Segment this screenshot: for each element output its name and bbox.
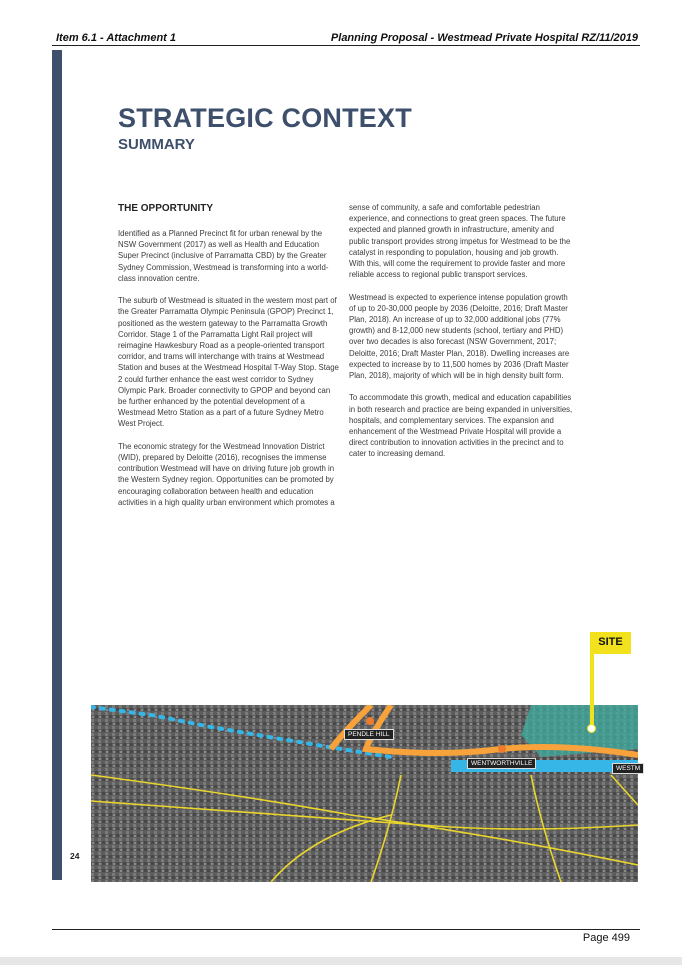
paragraph: To accommodate this growth, medical and education capabilities in both research and practice are being expanded in universities, hospitals, and complementary services. The expansion and enhancement of the Westmead Private Hospital will provide a direct contribution to innovation activities in the precinct and to cater to increasing demand. bbox=[349, 393, 573, 459]
page-bottom-edge bbox=[0, 957, 682, 965]
header-document-title: Planning Proposal - Westmead Private Hospital RZ/11/2019 bbox=[330, 32, 638, 44]
section-heading: THE OPPORTUNITY bbox=[118, 203, 214, 214]
header-divider bbox=[52, 45, 640, 46]
printed-page-number: 24 bbox=[70, 851, 80, 861]
footer-page-number: Page 499 bbox=[582, 932, 630, 944]
paragraph: Westmead is expected to experience intense population growth of up to 20-30,000 people by 2036 (Deloitte, 2016; Draft Master Plan, 2018). An increase of up to 32,000 additional jobs (77% growth) and 8-12,000 new students (school, tertiary and PHD) over two decades is also forecast (NSW Government, 2017; Deloitte, 2016; Draft Master Plan, 2018). Dwelling increases are expected to increase by to 11,500 homes by 2036 (Draft Master Plan, 2018), majority of which will be in high density built form. bbox=[349, 292, 570, 381]
paragraph: sense of community, a safe and comfortable pedestrian experience, and connections to great green spaces. The future expected and planned growth in infrastructure, amenity and public transport provides strong impetus for Westmead to be the catalyst in responding to population, housing and job growth. With this, will come the requirement to provide faster and more reliable access to regional public transport services. bbox=[349, 203, 571, 280]
paragraph: The economic strategy for the Westmead Innovation District (WID), prepared by Deloitte (2016), recognises the immense contribution Westmead will have on driving future job growth in the Western Sydney region. Opportunities can be promoted by encouraging collaboration between health and education activities in a high quality urban environment which promotes a bbox=[118, 441, 335, 507]
map-label-wentworthville: WENTWORTHVILLE bbox=[467, 758, 536, 769]
page-title: STRATEGIC CONTEXT bbox=[118, 103, 412, 133]
site-marker-dot bbox=[587, 724, 596, 733]
map-label-westmead: WESTM bbox=[612, 763, 644, 774]
site-marker-label: SITE bbox=[598, 636, 623, 648]
site-marker-stem bbox=[590, 654, 594, 730]
paragraph: The suburb of Westmead is situated in the western most part of the Greater Parramatta Olympic Peninsula (GPOP) Precinct 1, positioned as the western gateway to the Parramatta Growth Corridor. Stage 1 of the Parramatta Light Rail project will reimagine Hawkesbury Road as a people-oriented transport corridor, and trams will interchange with trains at Westmead Station and buses at the Westmead Hospital T-Way Stop. Stage 2 could further enhance the east west corridor to Sydney Olympic Park. Broader connectivity to GPOP and beyond can be further enhanced by the potential development of a Westmead Metro Station as a part of a future Sydney Metro West Project. bbox=[118, 296, 339, 429]
paragraph: Identified as a Planned Precinct fit for urban renewal by the NSW Government (2017) as well as Health and Education Super Precinct (inclusive of Parramatta CBD) by the Greater Sydney Commission, Westmead is transforming into a world-class innovation centre. bbox=[118, 229, 329, 283]
sidebar-accent-bar bbox=[52, 50, 62, 880]
left-text-column bbox=[118, 228, 340, 519]
map-label-pendle-hill: PENDLE HILL bbox=[344, 729, 394, 740]
footer-divider bbox=[52, 929, 640, 930]
right-text-column bbox=[349, 202, 573, 471]
header-attachment-label: Item 6.1 - Attachment 1 bbox=[56, 32, 177, 44]
page-subtitle: SUMMARY bbox=[118, 136, 195, 153]
